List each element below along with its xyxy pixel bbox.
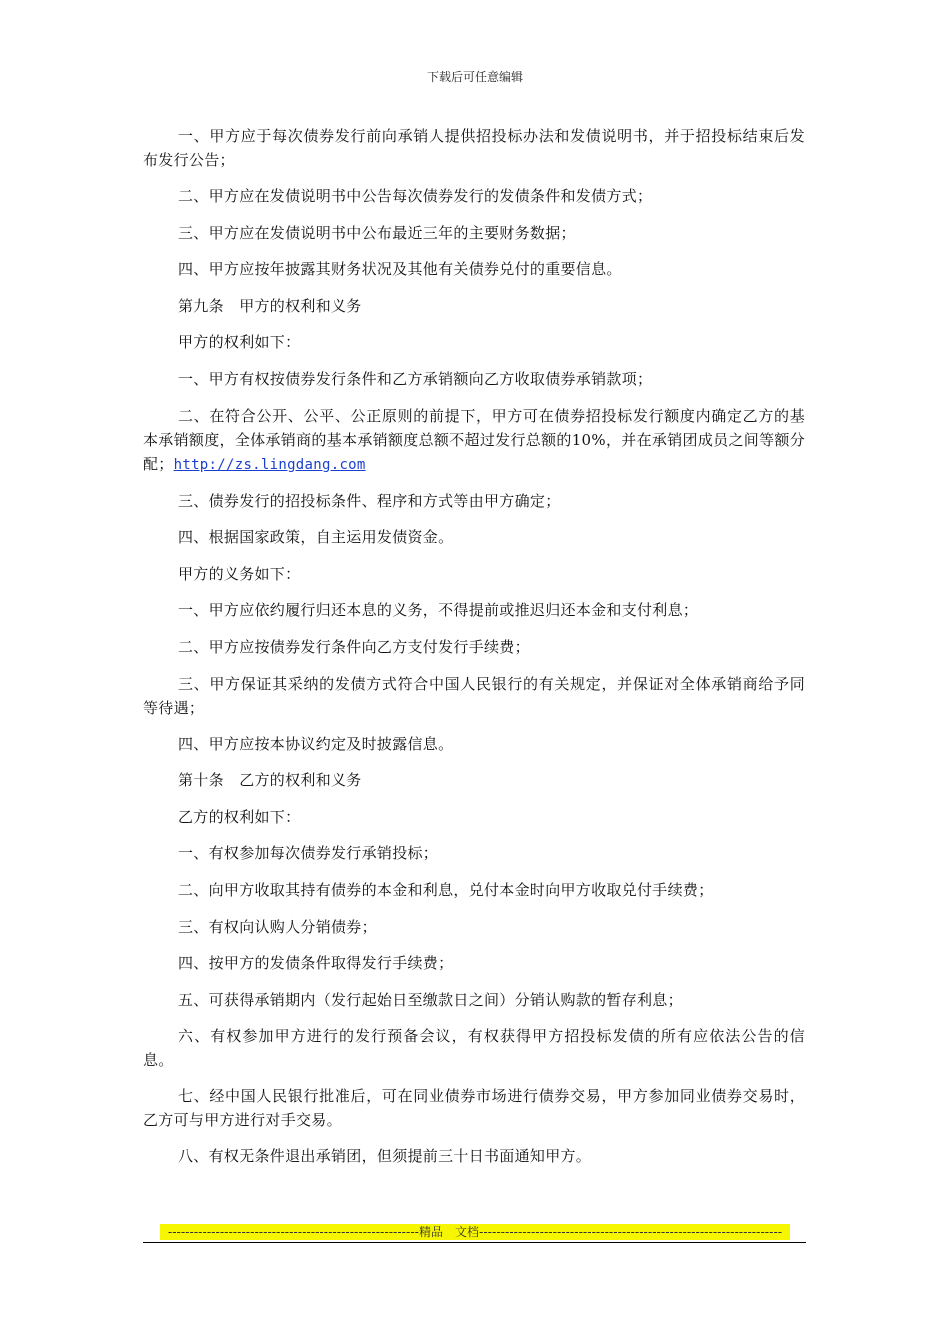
paragraph: 四、甲方应按本协议约定及时披露信息。 — [178, 734, 454, 753]
footer-rule — [143, 1242, 806, 1243]
paragraph-with-link — [143, 404, 805, 477]
paragraph: 三、甲方保证其采纳的发债方式符合中国人民银行的有关规定，并保证对全体承销商给予同等待遇； — [143, 674, 805, 717]
paragraph: 甲方的义务如下： — [178, 564, 301, 583]
paragraph: 乙方的权利如下： — [178, 807, 301, 826]
paragraph: 二、甲方应在发债说明书中公告每次债券发行的发债条件和发债方式； — [178, 187, 653, 205]
paragraph: 四、按甲方的发债条件取得发行手续费； — [178, 954, 454, 973]
paragraph: 甲方的权利如下： — [178, 333, 301, 352]
page-header: 下载后可任意编辑 — [426, 70, 523, 84]
website-link[interactable]: http://zs.lingdang.com — [173, 456, 366, 473]
document-body — [143, 124, 805, 1181]
paragraph: 二、向甲方收取其持有债券的本金和利息，兑付本金时向甲方收取兑付手续费； — [178, 880, 714, 899]
paragraph: 六、有权参加甲方进行的发行预备会议，有权获得甲方招投标发债的所有应依法公告的信息。 — [143, 1027, 805, 1070]
paragraph: 五、可获得承销期内（发行起始日至缴款日之间）分销认购款的暂存利息； — [178, 990, 683, 1009]
section-heading: 第十条 乙方的权利和义务 — [178, 771, 362, 790]
paragraph: 三、有权向认购人分销债券； — [178, 917, 377, 936]
section-heading: 第九条 甲方的权利和义务 — [178, 296, 362, 315]
paragraph: 一、有权参加每次债券发行承销投标； — [178, 844, 439, 863]
paragraph: 四、甲方应按年披露其财务状况及其他有关债券兑付的重要信息。 — [178, 260, 622, 279]
paragraph-text: 二、在符合公开、公平、公正原则的前提下，甲方可在债券招投标发行额度内确定乙方的基本承销额度，全体承销商的基本承销额度总额不超过发行总额的10%，并在承销团成员之间等额分配； — [143, 406, 805, 473]
paragraph: 一、甲方应于每次债券发行前向承销人提供招投标办法和发债说明书，并于招投标结束后发布发行公告； — [143, 127, 805, 169]
paragraph: 一、甲方应依约履行归还本息的义务，不得提前或推迟归还本金和支付利息； — [178, 601, 699, 620]
paragraph: 三、甲方应在发债说明书中公布最近三年的主要财务数据； — [178, 223, 576, 242]
footer-banner: ----------------------------------------------------------精品 文档---------------------------------------------------------------------- — [160, 1224, 790, 1240]
paragraph: 二、甲方应按债券发行条件向乙方支付发行手续费； — [178, 637, 530, 656]
paragraph: 三、债券发行的招投标条件、程序和方式等由甲方确定； — [178, 491, 561, 510]
paragraph: 八、有权无条件退出承销团，但须提前三十日书面通知甲方。 — [178, 1147, 592, 1166]
paragraph: 四、根据国家政策，自主运用发债资金。 — [178, 528, 454, 547]
paragraph: 一、甲方有权按债券发行条件和乙方承销额向乙方收取债券承销款项； — [178, 369, 653, 388]
paragraph: 七、经中国人民银行批准后，可在同业债券市场进行债券交易，甲方参加同业债券交易时，乙方可与甲方进行对手交易。 — [143, 1087, 805, 1130]
